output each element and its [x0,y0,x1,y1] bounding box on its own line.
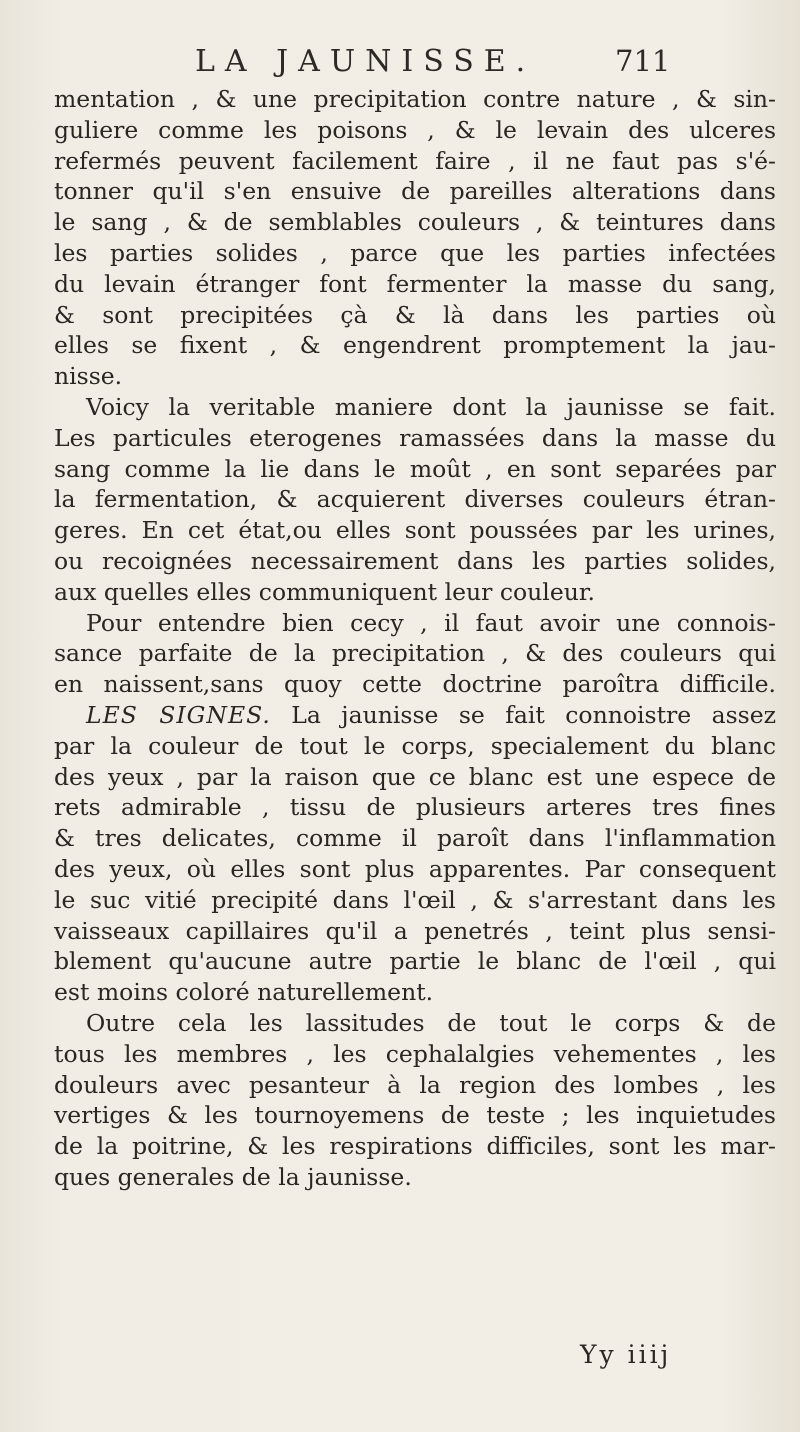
text-line: par la couleur de tout le corps, specialement du blanc [54,731,776,760]
text-line: Voicy la veritable maniere dont la jaunisse se fait. [86,392,776,421]
page-number: 711 [615,44,671,78]
text-line: rets admirable , tissu de plusieurs arteres tres fines [54,793,776,822]
text-line: le suc vitié precipité dans l'œil , & s'arrestant dans les [54,885,776,914]
text-line: du levain étranger font fermenter la masse du sang, [54,269,776,298]
text-line: blement qu'aucune autre partie le blanc de l'œil , qui [54,947,776,976]
text-line: nisse. [54,362,123,391]
text-line: de la poitrine, & les respirations difficiles, sont les mar- [54,1132,776,1161]
signature-mark: Yy iiij [580,1340,672,1369]
text-line: sang comme la lie dans le moût , en sont separées par [54,454,776,483]
text-line: vaisseaux capillaires qu'il a penetrés , teint plus sensi- [54,916,776,945]
text-line: le sang , & de semblables couleurs , & teintures dans [54,208,776,237]
text-line: aux quelles elles communiquent leur couleur. [54,577,595,606]
text-line: est moins coloré naturellement. [54,978,434,1007]
text-line: en naissent,sans quoy cette doctrine paroîtra difficile. [54,670,776,699]
text-line: les parties solides , parce que les parties infectées [54,238,776,267]
text-line: la fermentation, & acquierent diverses couleurs étran- [54,485,776,514]
text-line: tonner qu'il s'en ensuive de pareilles alterations dans [54,177,776,206]
text-line: mentation , & une precipitation contre nature , & sin- [54,85,776,113]
text-line: douleurs avec pesanteur à la region des lombes , les [54,1070,776,1099]
text-line: ou recoignées necessairement dans les parties solides, [54,546,776,575]
text-line: & sont precipitées çà & là dans les parties où [54,300,776,329]
text-line: elles se fixent , & engendrent promptement la jau- [54,331,776,360]
text-line: geres. En cet état,ou elles sont poussées par les urines, [54,516,776,545]
text-line: ques generales de la jaunisse. [54,1162,412,1191]
page-header [195,44,671,84]
text-line: refermés peuvent facilement faire , il ne faut pas s'é- [54,146,776,175]
text-line: vertiges & les tournoyemens de teste ; les inquietudes [54,1101,776,1130]
text-line: guliere comme les poisons , & le levain des ulceres [54,115,776,144]
text-line: LES SIGNES. La jaunisse se fait connoistre assez [86,700,776,729]
running-title: LA JAUNISSE. [195,44,536,79]
text-line: des yeux, où elles sont plus apparentes. Par consequent [54,854,776,883]
text-line: tous les membres , les cephalalgies vehementes , les [54,1039,776,1068]
text-line: Les particules eterogenes ramassées dans la masse du [54,423,776,452]
text-line: Pour entendre bien cecy , il faut avoir une connois- [86,608,776,637]
text-line: sance parfaite de la precipitation , & des couleurs qui [54,639,776,668]
text-line: Outre cela les lassitudes de tout le corps & de [86,1008,776,1037]
body-text [54,84,776,1193]
text-line: des yeux , par la raison que ce blanc est une espece de [54,762,776,791]
text-line: & tres delicates, comme il paroît dans l'inflammation [54,824,776,853]
